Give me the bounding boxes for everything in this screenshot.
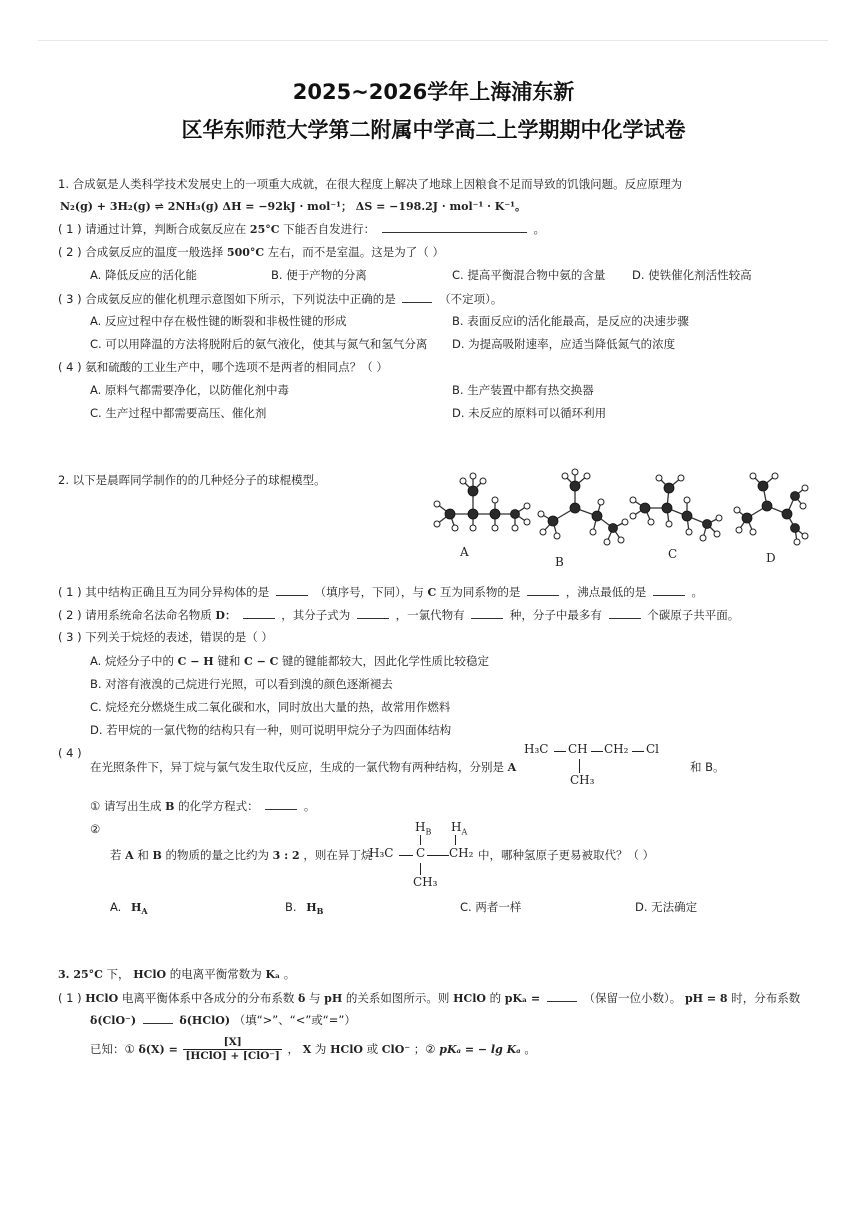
q2-p3-opta-ch: C − H: [177, 655, 214, 668]
q1-p2-pre: ( 2 ) 合成氨反应的温度一般选择: [58, 245, 224, 259]
q2-p1-end: 。: [691, 585, 704, 599]
q2-p4-s2-optb-value: [306, 901, 324, 917]
q3-stem-hclo: HClO: [133, 968, 167, 981]
q2-stem: 2. 以下是晨晖同学制作的的几种烃分子的球棍模型。: [58, 473, 326, 487]
q3-known-hclo: HClO: [330, 1043, 363, 1056]
model-label-b: B: [555, 555, 564, 569]
q2-p4-s2-opta-label: A.: [110, 900, 122, 914]
q3-p1-blank-pka[interactable]: [547, 990, 577, 1002]
q1-p3-end: （不定项）。: [439, 292, 503, 306]
q3-known-pka: pKₐ = − lg Kₐ: [439, 1043, 521, 1056]
structure-a: [524, 740, 674, 790]
q1-p1-pre: ( 1 ) 请通过计算，判断合成氨反应在: [58, 222, 247, 236]
q3-p1-compare-hint: （填“>”、“<”或“=”）: [233, 1013, 356, 1027]
q1-p1-temp: 25°C: [249, 223, 280, 236]
q2-p3-opta-pre: A. 烷烃分子中的: [90, 654, 174, 668]
struct-b-bond-ha: [455, 835, 456, 845]
q2-p4-sub2-text-2: 中，哪种氢原子更易被取代？（ ）: [478, 848, 655, 862]
q3-known-mid: ，: [287, 1042, 300, 1056]
q3-stem-post: 的电离平衡常数为: [169, 967, 262, 981]
q2-p2-text: ( 2 ) 请用系统命名法命名物质: [58, 608, 212, 622]
q3-p1-hclo2: HClO: [453, 992, 486, 1005]
struct-a-ch2: CH₂: [604, 742, 629, 756]
q1-p3-option-c[interactable]: C. 可以用降温的方法将脱附后的氨气液化，使其与氮气和氢气分离: [90, 337, 428, 351]
q1-p2-option-c[interactable]: C. 提高平衡混合物中氨的含量: [452, 268, 606, 282]
q1-stem: 1. 合成氨是人类科学技术发展史上的一项重大成就，在很大程度上解决了地球上因粮食不足而导致的饥饿问题。反应原理为: [58, 177, 683, 191]
q2-p1-text-d: 互为同系物的是: [439, 585, 521, 599]
q2-p4-a: A: [507, 761, 517, 774]
q2-p4-s2-b: B: [152, 849, 162, 862]
q3-known-fraction: [183, 1036, 281, 1063]
q3-known-numerator: [X]: [183, 1036, 281, 1050]
q3-p1-pre: ( 1 ): [58, 991, 82, 1005]
q2-p3-opta-post: 键的键能都较大，因此化学性质比较稳定: [282, 654, 490, 668]
q1-p4-option-b[interactable]: B. 生产装置中都有热交换器: [452, 383, 594, 397]
q2-p4-s2-optb-sub: B: [316, 906, 324, 917]
q1-p2-post: 左右，而不是室温。这是为了（ ）: [267, 245, 444, 259]
q3-p1-pka: pKₐ =: [504, 992, 541, 1005]
q2-p1-c: C: [427, 586, 437, 599]
q2-p2-blank-1[interactable]: [243, 607, 275, 619]
struct-b-hb-sub: B: [425, 827, 432, 837]
q3-p1-c: 的关系如图所示。则: [345, 991, 450, 1005]
q2-p4-sub2-marker: ②: [90, 822, 101, 836]
q2-part2: [58, 607, 739, 623]
q2-p2-blank-3[interactable]: [471, 607, 503, 619]
structure-b: [369, 820, 479, 892]
q2-p2-text-b: ，其分子式为: [281, 608, 351, 622]
q3-known-denominator: [HClO] + [ClO⁻]: [185, 1050, 280, 1062]
q2-part4-text: [90, 760, 516, 775]
model-label-a: A: [460, 545, 469, 559]
struct-a-bond-4: [579, 759, 580, 773]
q2-p2-text-c: ，一氯代物有: [395, 608, 465, 622]
struct-a-ch: CH: [568, 742, 588, 756]
q2-p4-s2-option-a[interactable]: [110, 900, 148, 919]
struct-a-h3c: H₃C: [524, 742, 549, 756]
q2-p4-sub2-text-1: [110, 848, 372, 863]
q2-p4-s1-post: 的化学方程式：: [178, 799, 259, 813]
q3-p1-f: 时，分布系数: [731, 991, 801, 1005]
q1-part4: ( 4 ) 氨和硫酸的工业生产中，哪个选项不是两者的相同点？（ ）: [58, 360, 388, 374]
q2-p3-opta-mid: 键和: [217, 654, 241, 668]
struct-b-c: C: [416, 846, 426, 860]
struct-b-bond-3: [420, 863, 421, 875]
struct-b-bond-2: [427, 855, 449, 856]
q2-p3-option-d[interactable]: D. 若甲烷的一氯代物的结构只有一种，则可说明甲烷分子为四面体结构: [90, 723, 452, 737]
q2-p4-s2-optb-sym: H: [306, 901, 317, 914]
q1-p3-answer-blank[interactable]: [402, 291, 432, 303]
q3-p1-hclo: HClO: [85, 992, 119, 1005]
q3-part1: [58, 990, 800, 1006]
q2-p4-s2-t1: 若: [110, 848, 122, 862]
q2-part3: ( 3 ) 下列关于烷烃的表述，错误的是（ ）: [58, 630, 273, 644]
q1-equation: N₂(g) + 3H₂(g) ⇌ 2NH₃(g) ΔH = −92kJ · mol⁻¹； ΔS = −198.2J · mol⁻¹ · K⁻¹。: [60, 200, 526, 213]
q2-p2-d: D：: [215, 609, 236, 622]
q3-p1-ph8: pH = 8: [684, 992, 728, 1005]
q2-p4-s1-b: B: [165, 800, 175, 813]
q1-part2: [58, 245, 444, 260]
q3-p1-blank-compare[interactable]: [143, 1012, 173, 1024]
q2-p3-option-c[interactable]: C. 烷烃充分燃烧生成二氧化碳和水，同时放出大量的热，故常用作燃料: [90, 700, 451, 714]
q1-p3-text: ( 3 ) 合成氨反应的催化机理示意图如下所示，下列说法中正确的是: [58, 292, 396, 306]
q2-p4-s2-t4: ，则在异丁烷: [303, 848, 373, 862]
q3-known-x: X: [302, 1043, 312, 1056]
q2-p4-s2-t2: 和: [137, 848, 149, 862]
header-divider: [38, 40, 828, 41]
q2-part4-number: ( 4 ): [58, 746, 82, 760]
struct-b-h3c: H₃C: [369, 846, 394, 860]
ball-stick-models: [425, 466, 815, 574]
q3-p1-delta-clo: δ(ClO⁻): [90, 1014, 137, 1027]
struct-a-bond-1: [554, 751, 566, 752]
q3-stem-mid: 下，: [106, 967, 130, 981]
q2-p4-s2-opta-sub: A: [141, 906, 148, 917]
struct-b-ha-h: H: [451, 820, 462, 834]
q3-known-end: 。: [524, 1042, 536, 1056]
q3-p1-d: 的: [489, 991, 502, 1005]
q3-p1-b: 与: [309, 991, 321, 1005]
q2-p2-blank-4[interactable]: [609, 607, 641, 619]
q3-stem: [58, 967, 295, 982]
struct-a-cl: Cl: [646, 742, 660, 756]
q2-p4-s2-option-b[interactable]: [285, 900, 323, 919]
q2-p1-blank-2[interactable]: [527, 584, 559, 596]
q1-part3: [58, 291, 502, 307]
q3-p1-delta-hclo: δ(HClO): [179, 1014, 231, 1027]
struct-a-bond-2: [591, 751, 603, 752]
q1-p4-option-a[interactable]: A. 原料气都需要净化，以防催化剂中毒: [90, 383, 289, 397]
q2-p4-s2-opta-sym: H: [130, 901, 142, 914]
q3-known: [90, 1036, 536, 1063]
model-label-d: D: [766, 551, 776, 565]
struct-a-ch3: CH₃: [570, 773, 595, 787]
q2-p3-opta-cc: C − C: [243, 655, 279, 668]
q1-p3-option-a[interactable]: A. 反应过程中存在极性键的断裂和非极性键的形成: [90, 314, 347, 328]
q2-p4-s1-end: 。: [303, 799, 316, 813]
q1-p4-option-d[interactable]: D. 未反应的原料可以循环利用: [452, 406, 607, 420]
q2-p4-and-b: 和 B。: [690, 760, 725, 774]
q3-known-delta: δ(X) =: [138, 1043, 178, 1056]
page-title-line2: 区华东师范大学第二附属中学高二上学期期中化学试卷: [181, 118, 686, 142]
q2-p4-text: 在光照条件下，异丁烷与氯气发生取代反应，生成的一氯代物有两种结构，分别是: [90, 760, 504, 774]
q3-p1-a: 电离平衡体系中各成分的分布系数: [121, 991, 295, 1005]
struct-b-ha: [451, 820, 467, 836]
struct-b-ch3: CH₃: [413, 875, 438, 889]
struct-b-bond-hb: [420, 835, 421, 845]
q2-p4-s1-pre: ① 请写出生成: [90, 799, 162, 813]
q3-known-sep: ；②: [413, 1042, 436, 1056]
struct-b-ch2: CH₂: [449, 846, 474, 860]
q1-p1-post: 下能否自发进行：: [283, 222, 376, 236]
q2-p2-end: 个碳原子共平面。: [647, 608, 740, 622]
q2-p4-s2-option-d[interactable]: D. 无法确定: [635, 900, 698, 914]
q3-known-or: 或: [366, 1042, 379, 1056]
q1-p1-answer-blank[interactable]: [382, 221, 527, 233]
q2-p4-s2-ratio: 3 : 2: [272, 849, 300, 862]
q2-part1: [58, 584, 703, 600]
q3-known-pre: 已知：①: [90, 1042, 135, 1056]
q2-p4-s2-option-c[interactable]: C. 两者一样: [460, 900, 522, 914]
q3-known-is: 为: [314, 1042, 327, 1056]
q3-p1-delta: δ: [298, 992, 306, 1005]
q1-p3-option-b[interactable]: B. 表面反应ⅰ的活化能最高，是反应的决速步骤: [452, 314, 689, 328]
q2-p4-sub1: [90, 798, 315, 814]
q3-stem-ka: Kₐ: [265, 968, 281, 981]
q1-p3-option-d[interactable]: D. 为提高吸附速率，应适当降低氮气的浓度: [452, 337, 676, 351]
q2-p3-option-b[interactable]: B. 对溶有液溴的己烷进行光照，可以看到溴的颜色逐渐褪去: [90, 677, 393, 691]
q3-p1-ph: pH: [324, 992, 343, 1005]
q2-p1-blank-1[interactable]: [276, 584, 308, 596]
q1-p1-end: 。: [533, 222, 545, 236]
q3-stem-temp: 3. 25°C: [58, 968, 103, 981]
q3-part1-line2: [90, 1012, 356, 1028]
q1-p2-option-a[interactable]: A. 降低反应的活化能: [90, 268, 197, 282]
q2-p4-s2-a: A: [125, 849, 134, 862]
q3-p1-e: （保留一位小数）。: [583, 991, 682, 1005]
model-label-c: C: [668, 547, 678, 561]
struct-a-bond-3: [632, 751, 644, 752]
q1-part1: [58, 221, 545, 237]
q2-p3-option-a[interactable]: [90, 654, 489, 669]
struct-b-bond-1: [399, 855, 413, 856]
q1-p2-option-b[interactable]: B. 便于产物的分离: [271, 268, 367, 282]
q2-p1-blank-3[interactable]: [653, 584, 685, 596]
q2-p1-text: ( 1 ) 其中结构正确且互为同分异构体的是: [58, 585, 270, 599]
q2-p4-s2-optb-label: B.: [285, 900, 297, 914]
q2-p4-s1-blank[interactable]: [265, 798, 297, 810]
struct-b-ha-sub: A: [461, 827, 468, 837]
q1-p2-temp: 500°C: [226, 246, 265, 259]
q1-p2-option-d[interactable]: D. 使铁催化剂活性较高: [632, 268, 752, 282]
q2-p2-blank-2[interactable]: [357, 607, 389, 619]
page-title-line1: 2025~2026学年上海浦东新: [292, 80, 575, 104]
q1-p4-option-c[interactable]: C. 生产过程中都需要高压、催化剂: [90, 406, 267, 420]
q2-p4-s2-t3: 的物质的量之比约为: [165, 848, 269, 862]
q3-stem-end: 。: [283, 967, 296, 981]
struct-b-hb: [415, 820, 431, 836]
q2-p4-s2-opta-value: [130, 901, 148, 917]
q2-p1-text-e: ，沸点最低的是: [565, 585, 647, 599]
q3-known-clo: ClO⁻: [381, 1043, 411, 1056]
q2-p2-text-e: 种，分子中最多有: [509, 608, 602, 622]
q2-p1-text-b: （填序号，下同），与: [314, 585, 424, 599]
struct-b-hb-h: H: [415, 820, 426, 834]
